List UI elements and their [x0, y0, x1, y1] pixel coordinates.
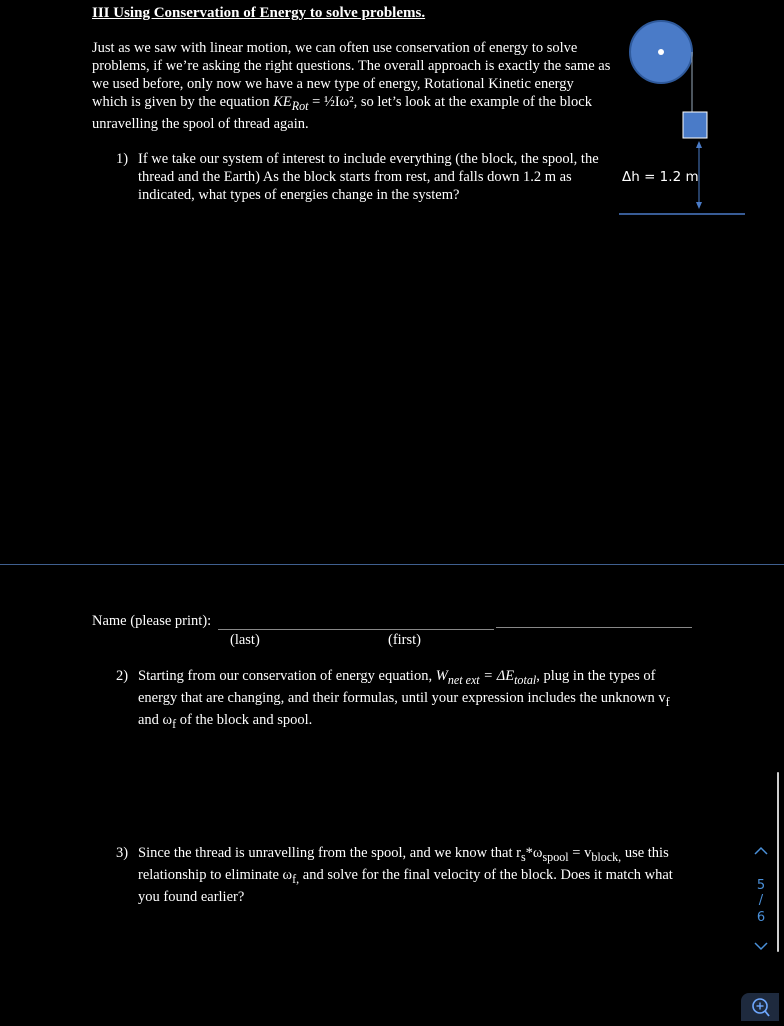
first-name-line[interactable] [496, 627, 692, 628]
spool-axle [658, 49, 664, 55]
question-number: 1) [116, 151, 129, 167]
page-down-button[interactable] [752, 940, 770, 955]
arrow-down-icon [696, 202, 702, 209]
question-text: If we take our system of interest to include everything (the block, the spool, the thread and the Earth) As the block starts from rest, and falls down 1.2 m as indicated, what types of energies change in the system? [138, 151, 599, 203]
arrow-up-icon [696, 141, 702, 148]
last-label: (last) [230, 632, 260, 648]
question-text: Since the thread is unravelling from the spool, and we know that $r_s*\omega_{spool} = v_{block,}$ use this relationship to eliminate $\omega_{f,}$ and solve for the final velocity of the block. Does it match what you found earlier? [138, 845, 673, 905]
zoom-button[interactable] [741, 993, 779, 1021]
ke-rot-equation: $KE_{Rot}$ [273, 94, 309, 113]
question-number: 3) [116, 845, 129, 861]
page-separator: / [758, 893, 764, 908]
intro-paragraph: Just as we saw with linear motion, we can often use conservation of energy to solve problems, if we’re asking the right questions. The overall approach is exactly the same as we used before, only now we have a new type of energy, Rotational Kinetic energy which is given by the equation $KE_{Rot}$ = ½Iω², so let’s look at the example of the block unravelling the spool of thread again. [92, 40, 611, 132]
spool-block-diagram [610, 15, 760, 225]
chevron-down-icon [754, 941, 768, 951]
block [683, 112, 707, 138]
scrollbar[interactable] [777, 772, 779, 952]
question-text: Starting from our conservation of energy equation, $W_{net ext} = \Delta E_{total}$, plug in the types of energy that are changing, and their formulas, until your expression includes the unknown $v_f$ and $\omega_f$ of the block and spool. [138, 668, 670, 731]
section-title: III Using Conservation of Energy to solve problems. [92, 5, 426, 21]
zoom-in-icon [741, 993, 779, 1021]
page-divider [0, 564, 784, 565]
delta-h-label: Δh = 1.2 m [622, 169, 699, 185]
current-page: 5 [756, 878, 766, 893]
total-pages: 6 [756, 910, 766, 925]
question-number: 2) [116, 668, 129, 684]
page-up-button[interactable] [752, 845, 770, 860]
chevron-up-icon [754, 846, 768, 856]
name-label: Name (please print): [92, 613, 212, 629]
last-name-line[interactable] [218, 629, 494, 630]
first-label: (first) [388, 632, 422, 648]
